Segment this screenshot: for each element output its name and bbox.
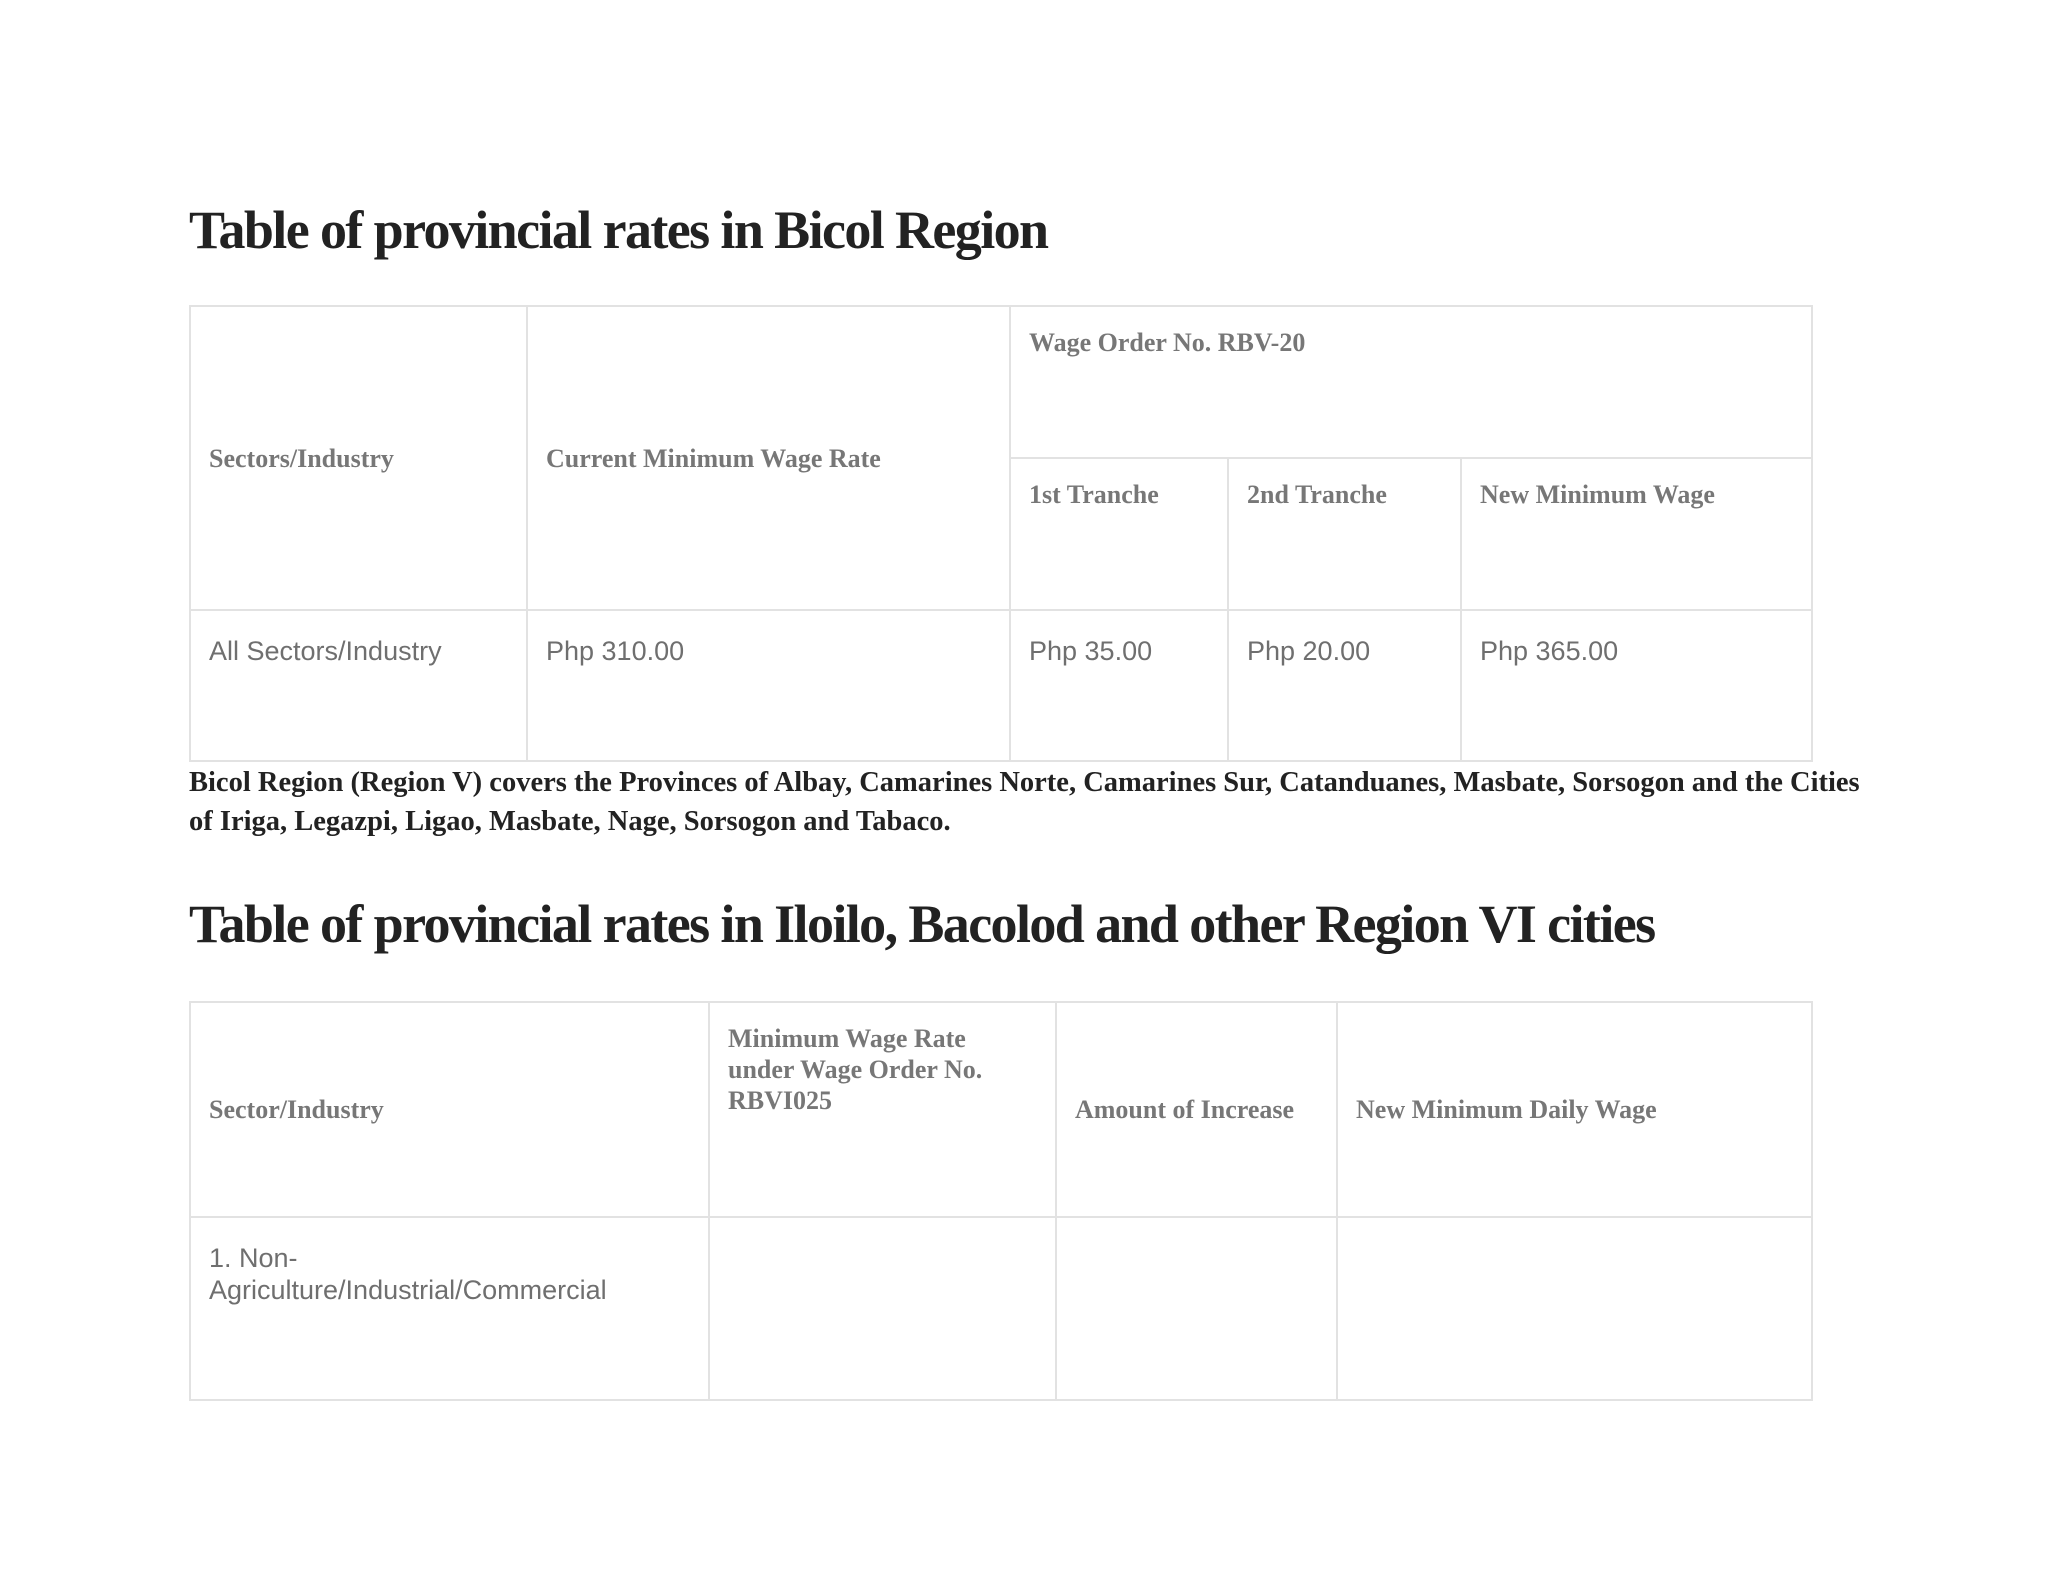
cell-increase bbox=[1056, 1217, 1337, 1400]
cell-new-wage: Php 365.00 bbox=[1461, 610, 1812, 761]
region6-wage-table bbox=[189, 1001, 1813, 1401]
header-sector: Sector/Industry bbox=[190, 1002, 709, 1217]
region6-section-title: Table of provincial rates in Iloilo, Bacolod and other Region VI cities bbox=[189, 894, 1655, 954]
header-wage-order: Wage Order No. RBV-20 bbox=[1010, 306, 1812, 458]
bicol-wage-table bbox=[189, 305, 1813, 762]
header-tranche-1: 1st Tranche bbox=[1010, 458, 1228, 610]
bicol-coverage-note: Bicol Region (Region V) covers the Provinces of Albay, Camarines Norte, Camarines Sur, Catanduanes, Masbate, Sorsogon and the Cities of Iriga, Legazpi, Ligao, Masbate, Nage, Sorsogon and Tabaco. bbox=[189, 767, 1860, 837]
table-row bbox=[190, 1217, 1812, 1400]
cell-sector: 1. Non-Agriculture/Industrial/Commercial bbox=[190, 1217, 709, 1400]
header-min-rate: Minimum Wage Rate under Wage Order No. RBVI025 bbox=[709, 1002, 1056, 1217]
cell-min-rate bbox=[709, 1217, 1056, 1400]
table-row bbox=[190, 610, 1812, 761]
bicol-section-title: Table of provincial rates in Bicol Region bbox=[189, 200, 1048, 260]
header-new-daily-wage: New Minimum Daily Wage bbox=[1337, 1002, 1812, 1217]
cell-new-daily-wage bbox=[1337, 1217, 1812, 1400]
cell-tranche-2: Php 20.00 bbox=[1228, 610, 1461, 761]
header-sector: Sectors/Industry bbox=[190, 306, 527, 610]
table-header-row bbox=[190, 1002, 1812, 1217]
table-header-row bbox=[190, 306, 1812, 458]
cell-sector: All Sectors/Industry bbox=[190, 610, 527, 761]
header-tranche-2: 2nd Tranche bbox=[1228, 458, 1461, 610]
header-current-rate: Current Minimum Wage Rate bbox=[527, 306, 1010, 610]
header-increase: Amount of Increase bbox=[1056, 1002, 1337, 1217]
header-new-wage: New Minimum Wage bbox=[1461, 458, 1812, 610]
cell-current-rate: Php 310.00 bbox=[527, 610, 1010, 761]
cell-tranche-1: Php 35.00 bbox=[1010, 610, 1228, 761]
